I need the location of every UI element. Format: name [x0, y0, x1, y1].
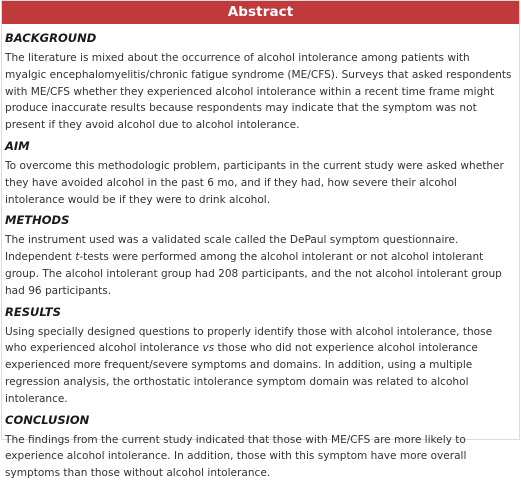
abstract-content	[2, 24, 519, 482]
section-heading-results: RESULTS	[5, 304, 61, 319]
methods-text-part2: -tests were performed among the alcohol intolerant or not alcohol intolerant group. The alcohol intolerant group had 208 participants, and the not alcohol intolerant group had 96 participants.	[5, 251, 502, 297]
methods-text-part1: The instrument used was a validated scale called the DePaul symptom questionnaire. Independent	[5, 234, 459, 264]
section-body-conclusion: The findings from the current study indicated that those with ME/CFS are more likely to experience alcohol intolerance. In addition, those with this symptom have more overall symptoms than those without alcohol intolerance.	[5, 433, 467, 480]
results-text-part2: those who did not experience alcohol intolerance experienced more frequent/severe symptoms and domains. In addition, using a multiple regression analysis, the orthostatic intolerance symptom domain was related to alcohol intolerance.	[5, 342, 478, 405]
section-body-methods	[5, 232, 513, 299]
section-body-aim: To overcome this methodologic problem, participants in the current study were asked whether they have avoided alcohol in the past 6 mo, and if they had, how severe their alcohol intolerance would be if they were to drink alcohol.	[5, 159, 504, 206]
section-heading-conclusion: CONCLUSION	[5, 412, 90, 427]
section-heading-background: BACKGROUND	[5, 31, 97, 45]
methods-text-italic: t	[75, 251, 80, 264]
results-text-part1: Using specially designed questions to properly identify those with alcohol intolerance, those who experienced alcohol intolerance	[5, 325, 493, 355]
results-text-italic: vs	[202, 342, 215, 355]
abstract-panel	[1, 0, 520, 480]
section-body-results	[5, 324, 513, 408]
section-body-background: The literature is mixed about the occurrence of alcohol intolerance among patients with myalgic encephalomyelitis/chronic fatigue syndrome (ME/CFS). Surveys that asked respondents with ME/CFS whether they experienced alcohol intolerance within a recent time frame might produce inaccurate results because respondents may indicate that the symptom was not present if they avoid alcohol due to alcohol intolerance.	[5, 52, 512, 132]
abstract-header: Abstract	[2, 1, 519, 24]
section-heading-aim: AIM	[5, 138, 30, 153]
section-heading-methods: METHODS	[5, 213, 70, 228]
